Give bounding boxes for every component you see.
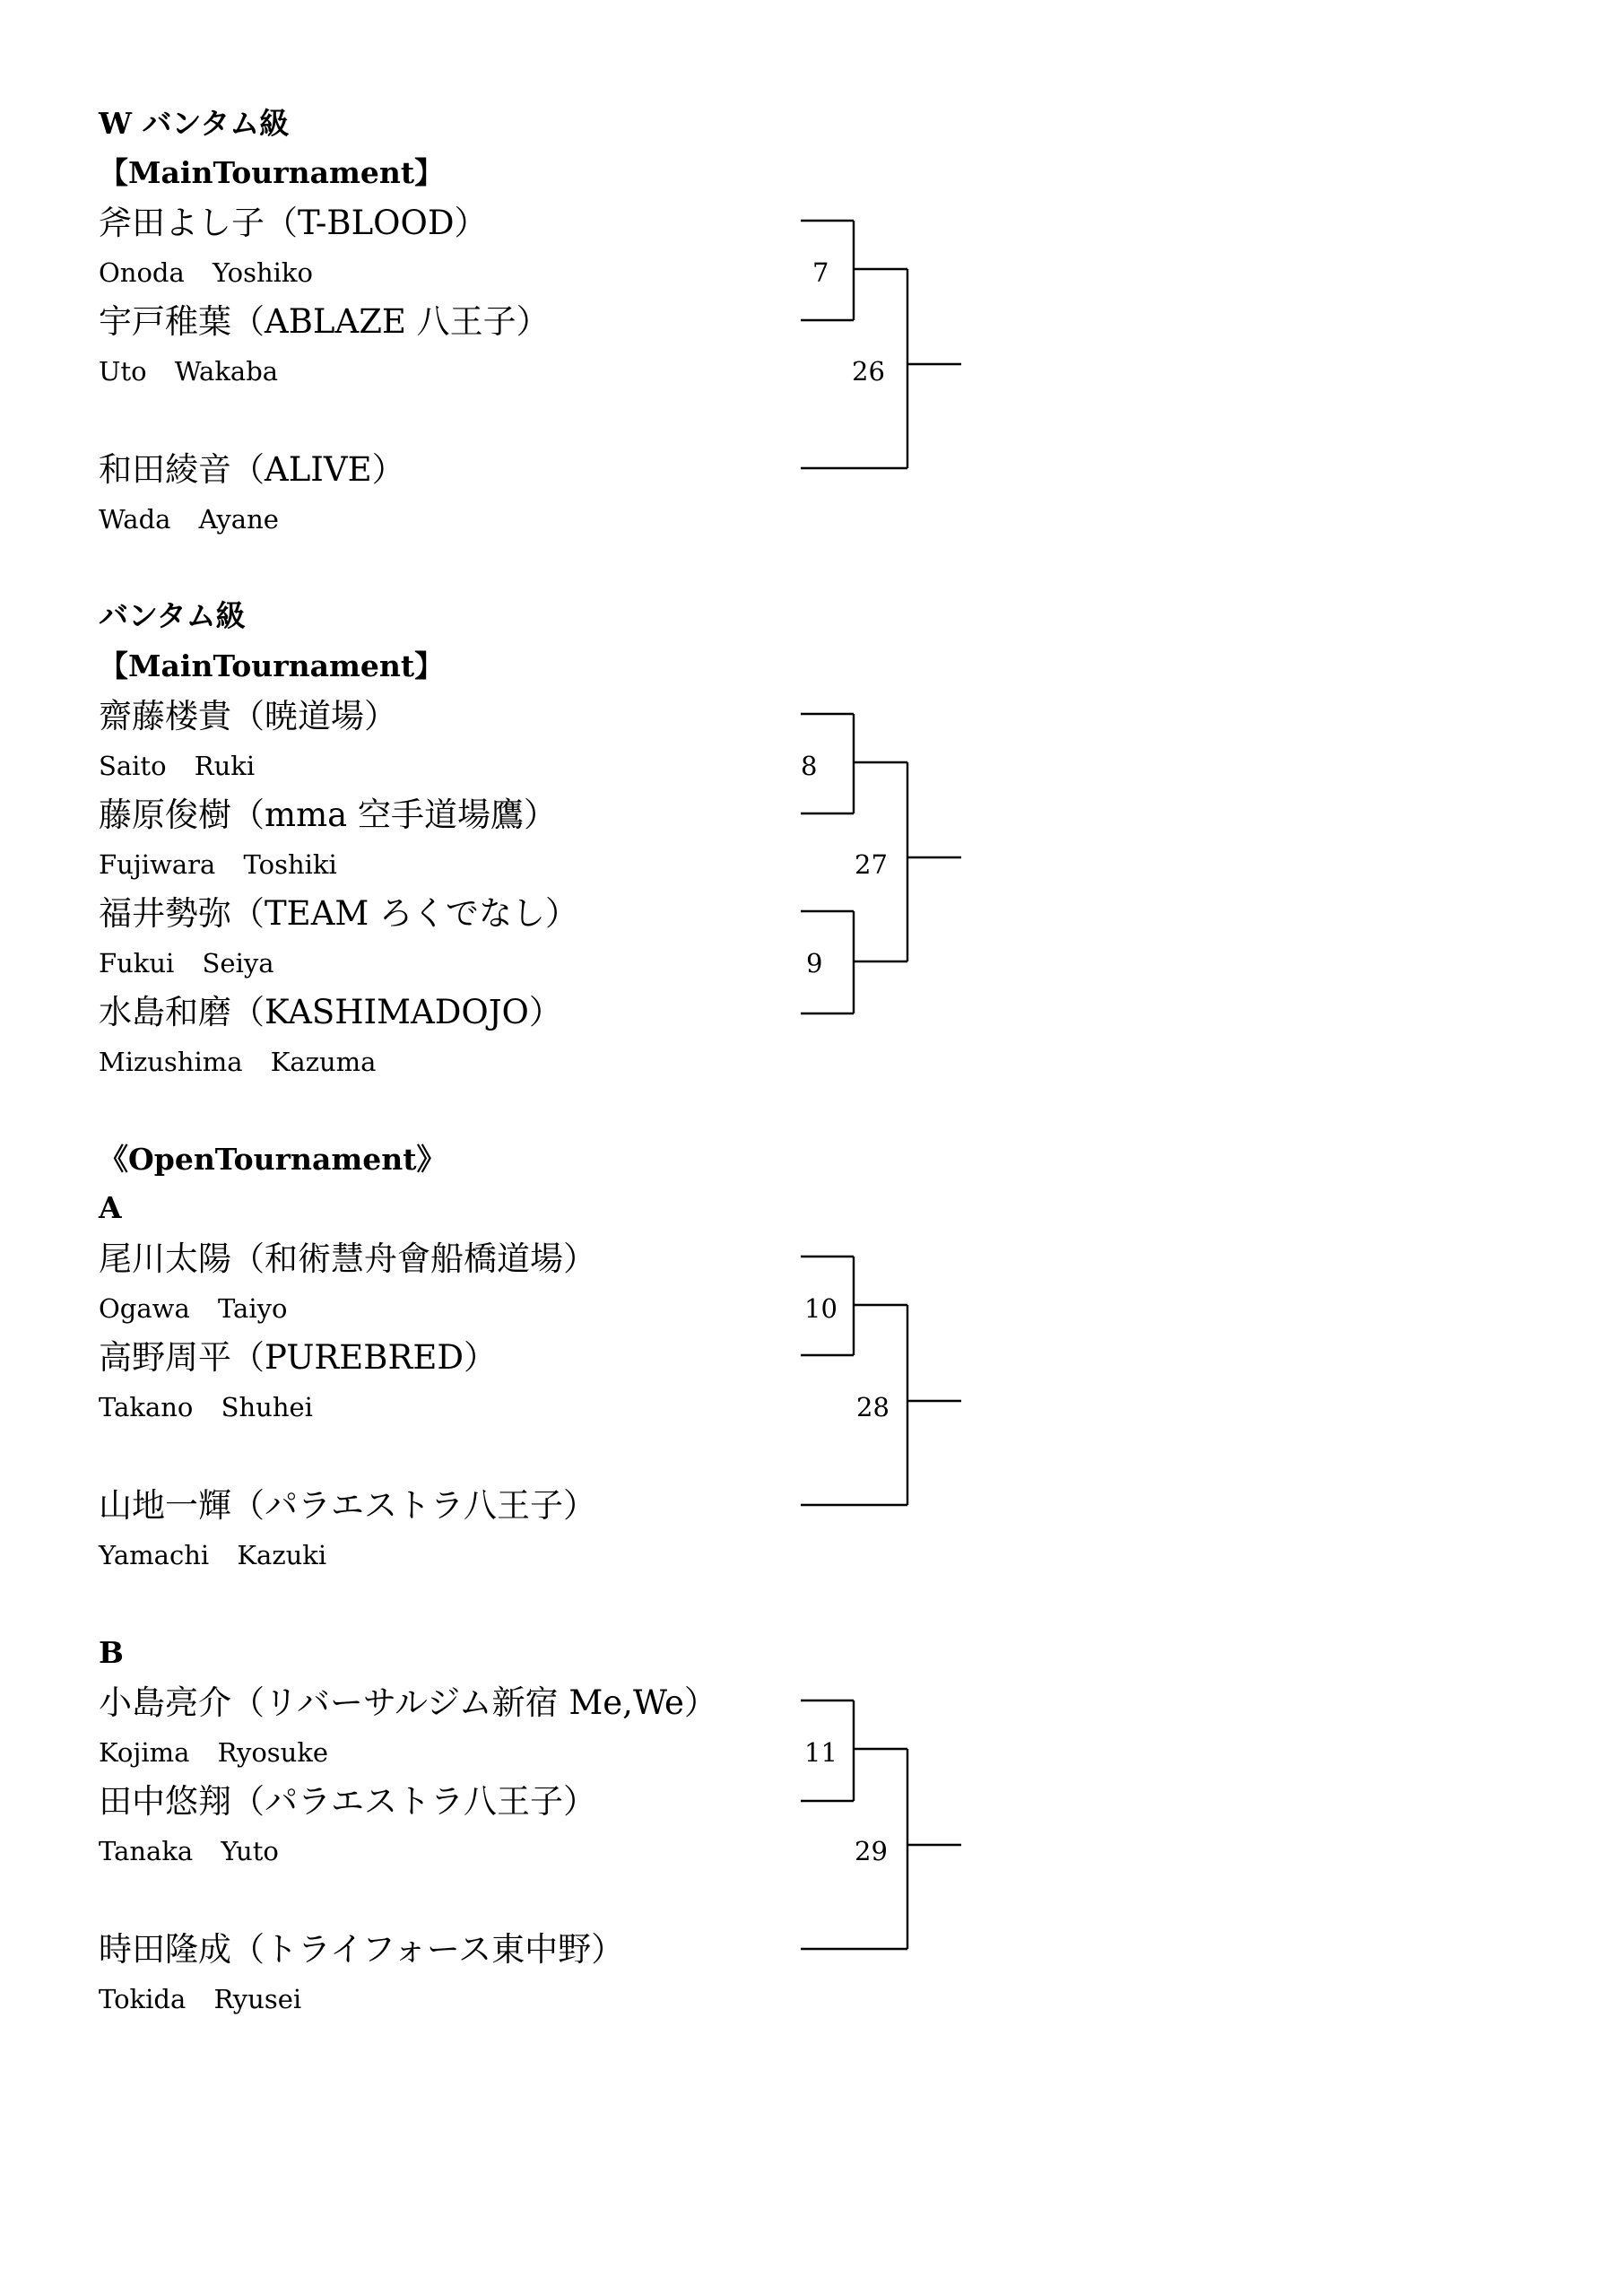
section-heading: B [99, 1635, 124, 1670]
fighter-name: 小島亮介（リバーサルジム新宿 Me,We） [99, 1683, 717, 1722]
fighter-romaji: Yamachi Kazuki [99, 1540, 327, 1570]
section-subheading: A [99, 1190, 122, 1225]
fighter-romaji: Kojima Ryosuke [99, 1737, 329, 1768]
fighter-romaji: Takano Shuhei [99, 1392, 313, 1422]
section-subheading: 【MainTournament】 [99, 648, 445, 683]
fighter-romaji: Onoda Yoshiko [99, 257, 313, 288]
section-subheading: 【MainTournament】 [99, 155, 445, 190]
bracket-group-bantam [801, 714, 961, 1013]
fighter-name: 山地一輝（パラエストラ八王子） [99, 1486, 596, 1525]
match-number: 10 [804, 1293, 838, 1324]
fighter-romaji: Uto Wakaba [99, 356, 279, 387]
fighter-romaji: Fukui Seiya [99, 948, 274, 978]
fighter-name: 高野周平（PUREBRED） [99, 1338, 498, 1377]
section-heading: バンタム級 [99, 598, 246, 633]
fighter-romaji: Wada Ayane [99, 504, 279, 535]
match-number: 11 [804, 1737, 838, 1768]
fighter-romaji: Saito Ruki [99, 751, 256, 781]
fighter-romaji: Ogawa Taiyo [99, 1293, 288, 1324]
bracket-group-w-bantam [801, 221, 961, 468]
fighter-name: 和田綾音（ALIVE） [99, 450, 405, 489]
bracket-group-open-a [801, 1257, 961, 1505]
fighter-romaji: Fujiwara Toshiki [99, 849, 337, 880]
fighter-name: 水島和磨（KASHIMADOJO） [99, 993, 562, 1031]
match-number: 29 [855, 1836, 888, 1866]
match-number: 7 [812, 257, 829, 288]
match-number: 9 [806, 948, 823, 978]
match-number: 27 [855, 849, 888, 880]
section-heading: 《OpenTournament》 [99, 1142, 447, 1177]
bracket-group-open-b [801, 1700, 961, 1949]
fighter-name: 藤原俊樹（mma 空手道場鷹） [99, 796, 557, 834]
fighter-name: 時田隆成（トライフォース東中野） [99, 1930, 625, 1969]
match-number: 28 [856, 1392, 890, 1422]
section-heading: W バンタム級 [99, 106, 290, 141]
fighter-name: 田中悠翔（パラエストラ八王子） [99, 1782, 596, 1821]
fighter-name: 尾川太陽（和術慧舟會船橋道場） [99, 1239, 596, 1278]
match-number: 8 [801, 751, 818, 781]
fighter-romaji: Tokida Ryusei [99, 1984, 302, 2014]
fighter-name: 齋藤楼貴（暁道場） [99, 697, 397, 735]
fighter-name: 斧田よし子（T-BLOOD） [99, 204, 488, 242]
match-number: 26 [852, 356, 885, 387]
fighter-romaji: Tanaka Yuto [99, 1836, 279, 1866]
fighter-name: 福井勢弥（TEAM ろくでなし） [99, 894, 579, 933]
fighter-name: 宇戸稚葉（ABLAZE 八王子） [99, 302, 550, 341]
fighter-romaji: Mizushima Kazuma [99, 1047, 377, 1077]
